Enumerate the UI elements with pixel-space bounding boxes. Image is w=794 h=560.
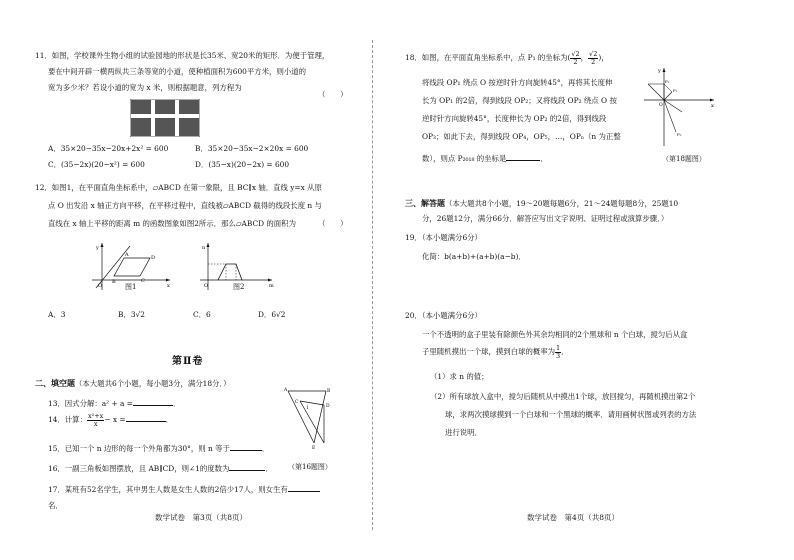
section3-desc-line1: （本大题共8个小题，19～20题每题6分，21～24题每题8分，25题10 [445, 199, 679, 208]
q12-fig1-caption: 图1 [125, 283, 137, 291]
q17-line2: 名． [48, 501, 63, 510]
q14-answer-blank[interactable] [126, 414, 166, 422]
q14-prefix: 14．计算： [48, 415, 87, 424]
q20-sub2-line1: （2）所有球放入盒中，搅匀后随机从中摸出1个球，放回搅匀，再随机摸出第2个 [430, 392, 696, 401]
q18-answer-blank[interactable] [506, 153, 540, 161]
part2-title: 第Ⅱ卷 [172, 356, 204, 367]
svg-text:x: x [711, 103, 714, 109]
q17-line1 [48, 484, 320, 495]
svg-text:x: x [167, 283, 170, 289]
q15-answer-blank[interactable] [230, 443, 262, 451]
q11-bracket: （ ） [318, 90, 348, 99]
q12-fig2-caption: 图2 [233, 283, 245, 291]
q18-figure-caption: （第18题图） [662, 155, 706, 163]
q18-text: 18．如图，在平面直角坐标系中，点 P₁ 的坐标为 [405, 53, 568, 62]
svg-text:y: y [658, 68, 661, 74]
svg-text:P₂: P₂ [665, 79, 670, 84]
q12-line1: 12．如图1，在平面直角坐标系中，▱ABCD 在第一象限，且 BC∥x 轴．直线 y=x 从原 [35, 183, 322, 192]
q20-probability-fraction: $\frac{1}{3}$ [556, 344, 561, 360]
q20-sub1: （1）求 n 的值； [430, 372, 489, 381]
svg-text:O: O [659, 103, 663, 108]
q11-line2: 要在中间开辟一横两纵共三条等宽的小道，使种植面积为600平方米，则小道的 [48, 67, 307, 76]
q17-answer-blank[interactable] [288, 484, 320, 492]
svg-text:C: C [141, 278, 145, 284]
q20-line2 [422, 345, 569, 359]
q20-line2-end: ． [561, 347, 569, 356]
q18-coord-x: $\frac{√2}{2}$ [571, 50, 580, 66]
q11-option-b: B．35×20−35x−2×20x = 600 [195, 144, 309, 153]
q16-text: 16．一副三角板如图摆放，且 AB∥CD，则∠1的度数为 [48, 464, 230, 473]
q15-text: 15．已知一个 n 边形的每一个外角都为30°，则 n 等于 [48, 444, 230, 453]
q11-option-d: D．(35−x)(20−2x) = 600 [195, 160, 290, 169]
q12-line3: 直线在 x 轴上平移的距离 m 的函数图象如图2所示．那么▱ABCD 的面积为 [48, 219, 296, 228]
svg-text:A: A [284, 388, 288, 393]
svg-text:B: B [112, 279, 116, 285]
q16-answer-blank[interactable] [229, 463, 265, 471]
svg-text:O: O [98, 283, 103, 289]
q11-line3: 宽为多少米？若设小道的宽为 x 米，则根据题意，列方程为 [48, 83, 242, 92]
q14-fraction [87, 413, 104, 427]
q16-figure-caption: （第16题图） [288, 463, 332, 471]
q14-suffix: − x = [104, 415, 126, 424]
svg-text:C: C [295, 400, 299, 405]
q18-coordinate-figure [642, 66, 716, 148]
q18-line3: 长为 OP₁ 的2倍，得到线段 OP₂；又将线段 OP₂ 绕点 O 按 [422, 96, 617, 105]
svg-text:m: m [269, 283, 274, 289]
svg-text:O: O [204, 283, 209, 289]
left-page-footer: 数学试卷 第3页（共8页） [155, 513, 248, 522]
svg-text:A: A [125, 252, 129, 258]
svg-text:y: y [96, 245, 99, 251]
section3-header [405, 198, 678, 209]
q15: 15．已知一个 n 边形的每一个外角都为30°，则 n 等于 ． [48, 444, 270, 453]
q12-option-b: B．3√2 [118, 310, 145, 319]
q12-line2: 点 O 出发沿 x 轴正方向平移，在平移过程中，直线被▱ABCD 截得的线段长度 n 与 [48, 201, 322, 210]
q18-line4: 逆时针方向旋转45°，长度伸长为 OP₂ 的2倍，得到线段 [422, 114, 607, 123]
q13-text: 13．因式分解：a² + a = [48, 399, 133, 408]
q18-line2: 将线段 OP₁ 绕点 O 按逆时针方向旋转45°，再将其长度伸 [422, 78, 613, 87]
svg-text:P₁: P₁ [673, 88, 678, 93]
q14: 14．计算： $\frac{\text{x²+x}}{x}$ − x = ． [48, 412, 174, 428]
section2-desc: （本大题共6个小题，每小题3分，满分18分．） [75, 379, 231, 388]
q17-text: 17．某班有52名学生，其中男生人数是女生人数的2倍少17人，则女生有 [48, 485, 288, 494]
right-page [397, 0, 794, 560]
q20-sub2-line2: 球，求两次摸球摸到一个白球和一个黑球的概率．请用画树状图或列表的方法 [445, 410, 697, 419]
svg-text:E: E [312, 446, 316, 451]
svg-text:B: B [327, 389, 331, 394]
page-divider [372, 40, 373, 530]
q19-body: 化简：b(a+b)+(a+b)(a−b)． [422, 252, 526, 261]
svg-text:n: n [202, 245, 206, 251]
q18-coord-y: $\frac{√2}{2}$ [589, 50, 598, 66]
q18-line5: OP₃；如此下去，得到线段 OP₄，OP₅，…，OPₙ（n 为正整 [422, 132, 621, 141]
q18-line6: 数），则点 P₂₀₁₈ 的坐标是 ． [422, 154, 548, 163]
q12-option-c: C．6 [193, 310, 211, 319]
q13: 13．因式分解：a² + a = ． [48, 399, 181, 408]
q20-header: 20．（本小题满分6分） [405, 311, 482, 320]
right-page-footer: 数学试卷 第4页（共8页） [527, 513, 620, 522]
q11-option-c: C．(35−2x)(20−x²) = 600 [48, 160, 145, 169]
q18-line6-text: 数），则点 P₂₀₁₈ 的坐标是 [422, 154, 507, 163]
section2-header [35, 378, 231, 389]
q14-denominator: x [93, 419, 98, 428]
section3-title: 三、解答题 [405, 198, 445, 208]
svg-text:P₅: P₅ [677, 132, 682, 137]
q19-header: 19．（本小题满分6分） [405, 233, 482, 242]
section2-title: 二、填空题 [35, 378, 75, 388]
svg-text:D: D [326, 404, 330, 409]
q11-garden-figure [130, 99, 200, 137]
q20-sub2-line3: 进行说明． [445, 428, 482, 437]
section3-desc-line2: 分，26题12分，满分66分．解答应写出文字说明、证明过程或演算步骤．） [422, 214, 669, 223]
svg-text:1: 1 [306, 406, 309, 411]
q12-option-d: D．6√2 [258, 310, 286, 319]
q16-triangles-figure [282, 385, 340, 451]
q20-line2-text: 子里随机摸出一个球，摸到白球的概率为 [422, 347, 556, 356]
q11-option-a: A．35×20−35x−20x+2x² = 600 [48, 144, 169, 153]
svg-text:D: D [151, 255, 156, 261]
q12-option-a: A．3 [48, 310, 66, 319]
q11-line1: 11．如图，学校课外生物小组的试验园地的形状是长35米、宽20米的矩形．为便于管理， [35, 51, 330, 60]
q12-bracket: （ ） [318, 219, 348, 228]
q20-line1: 一个不透明的盒子里装有除颜色外其余均相同的2个黑球和 n 个白球，搅匀后从盒 [422, 330, 688, 339]
q16: 16．一副三角板如图摆放，且 AB∥CD，则∠1的度数为 ． [48, 464, 273, 473]
q13-answer-blank[interactable] [133, 398, 173, 406]
q18-line1: 18．如图，在平面直角坐标系中，点 P₁ 的坐标为( $\frac{√2}{2}$ ， $\frac{√2}{2}$ )， [405, 50, 609, 66]
q14-numerator: x²+x [87, 412, 104, 420]
